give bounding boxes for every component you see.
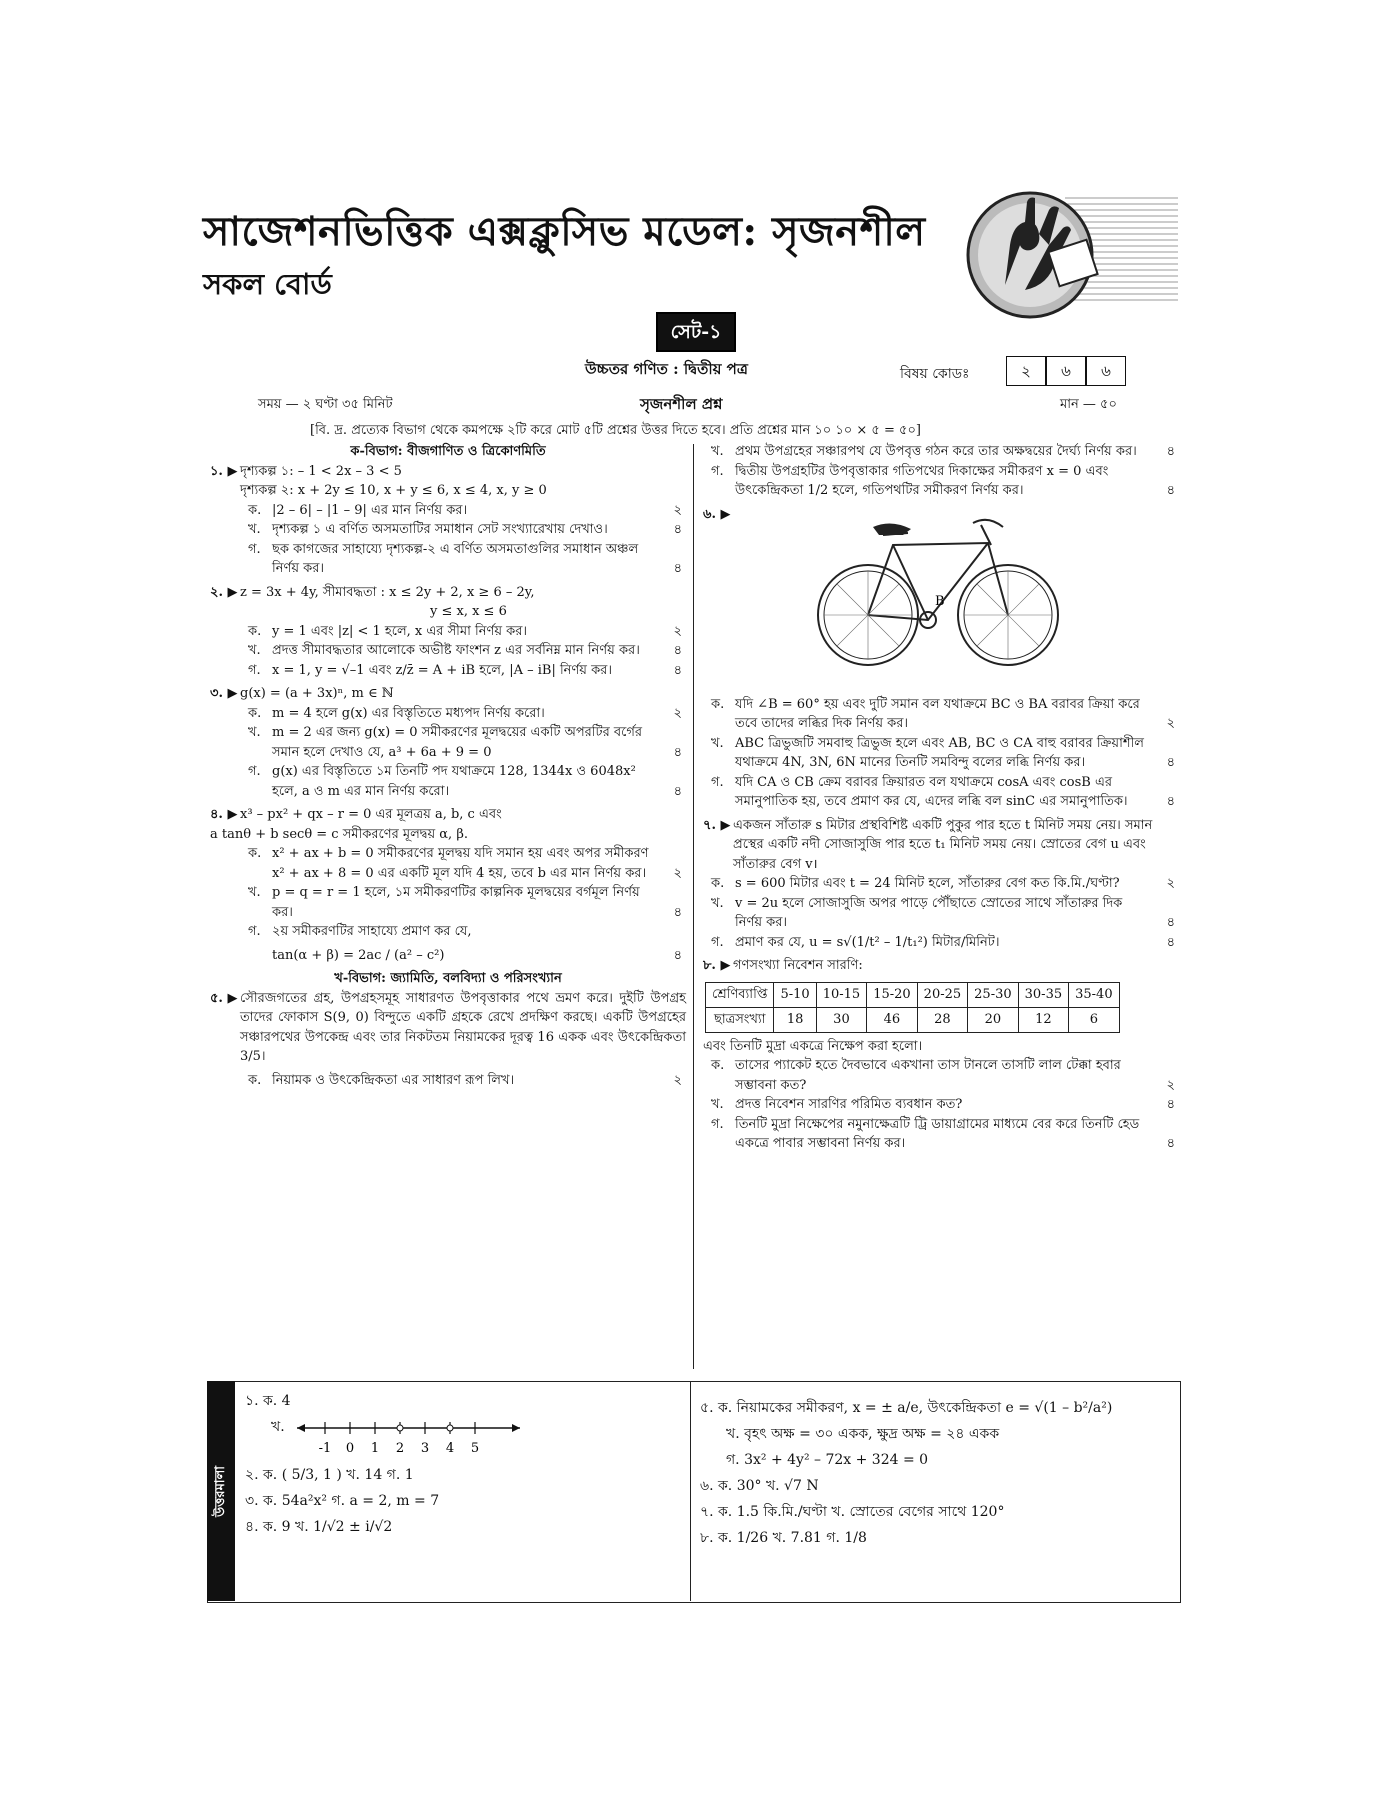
table-cell: 30-35 [1018,982,1068,1007]
sub-question: খ. v = 2u হলে সোজাসুজি অপর পাড়ে পৌঁছাতে স্রোতের সাথে সাঁতারুর দিক নির্ণয় কর। ৪ [711,895,1175,930]
table-cell: 20-25 [917,982,967,1007]
subject-code-digit: ৬ [1046,356,1086,386]
subject-code-digit: ২ [1006,356,1046,386]
bicycle-figure [813,505,1063,675]
subject-title: উচ্চতর গণিত : দ্বিতীয় পত্র [585,360,748,378]
sub-question: ক. m = 4 হলে g(x) এর বিস্তৃতিতে মধ্যপদ নির্ণয় করো। ২ [248,705,682,721]
table-cell: 25-30 [968,982,1018,1007]
answer-2: ২. ক. ( 5/3, 1 ) খ. 14 গ. 1 [245,1467,414,1483]
tick-label: -1 [318,1441,332,1456]
sub-question: গ. যদি CA ও CB ক্রেম বরাবর ক্রিয়ারত বল যথাক্রমে cosA এবং cosB এর সমানুপাতিক হয়, তবে প্রমাণ কর যে, এদের লব্ধি বল sinC এর সমানুপাতিক। ৪ [711,774,1175,809]
question-5: ৫. ▶ সৌরজগতের গ্রহ, উপগ্রহসমূহ সাধারণত উপবৃত্তাকার পথে ভ্রমণ করে। দুইটি উপগ্রহ তাদের ফোকাস S(9, 0) বিন্দুতে একটি গ্রহকে রেখে প্রদক্ষিণ করছে। একটি উপগ্রহের সঞ্চারপথের উপকেন্দ্র এবং তার নিকটতম নিয়ামকের দূরত্ব 16 একক এবং উৎকেন্দ্রিকতা 3/5। [210,990,686,1064]
ok-hand-logo-icon [965,190,1178,320]
answer-4: ৪. ক. 9 খ. 1/√2 ± i/√2 [245,1519,393,1535]
sub-question: গ. ২য় সমীকরণটির সাহায্যে প্রমাণ কর যে, [248,924,472,939]
question-1: ১. ▶ দৃশ্যকল্প ১: – 1 < 2x – 3 < 5 দৃশ্যকল্প ২: x + 2y ≤ 10, x + y ≤ 6, x ≤ 4, x, y ≥ 0 [210,462,686,501]
sub-question: গ. x = 1, y = √–1 এবং z/z̄ = A + iB হলে, |A – iB| নির্ণয় কর। ৪ [248,662,682,678]
sub-question: গ. তিনটি মুদ্রা নিক্ষেপের নমুনাক্ষেত্রটি ট্রি ডায়াগ্রামের মাধ্যমে বের করে তিনটি হেড একত্রে পাবার সম্ভাবনা নির্ণয় কর। ৪ [711,1116,1175,1151]
sub-question: গ. প্রমাণ কর যে, u = s√(1/t² – 1/t₁²) মিটার/মিনিট। ৪ [711,934,1175,950]
vertex-label: B [935,593,945,609]
right-column [703,442,1179,1154]
question-6: ৬. ▶ B [703,505,1179,695]
sub-question: খ. প্রদত্ত সীমাবদ্ধতার আলোকে অভীষ্ট ফাংশন z এর সর্বনিম্ন মান নির্ণয় কর। ৪ [248,643,682,658]
tick-label: 2 [395,1441,405,1456]
question-4-stem: a tanθ + b secθ = c সমীকরণের মূলদ্বয় α, β. [210,826,468,842]
sub-question: গ. g(x) এর বিস্তৃতিতে ১ম তিনটি পদ যথাক্রমে 128, 1344x ও 6048x² হলে, a ও m এর মান নির্ণয় করো। ৪ [248,764,682,799]
sub-question: ক. x² + ax + b = 0 সমীকরণের মূলদ্বয় যদি সমান হয় এবং অপর সমীকরণ x² + ax + 8 = 0 এর একটি মূল যদি 4 হয়, তবে b এর মান নির্ণয় কর। ২ [248,846,682,881]
sub-question: খ. প্রদত্ত নিবেশন সারণির পরিমিত ব্যবধান কত? ৪ [711,1097,1175,1112]
sub-question-formula: tan(α + β) = 2ac / (a² – c²) ৪ [272,947,682,963]
question-4: ৪. ▶ x³ – px² + qx – r = 0 এর মূলত্রয় a, b, c এবং [210,807,502,822]
number-line-figure [295,1416,525,1458]
table-cell: 35-40 [1069,982,1119,1007]
sub-question: ক. s = 600 মিটার এবং t = 24 মিনিট হলে, সাঁতারুর বেগ কত কি.মি./ঘণ্টা? ২ [711,876,1175,891]
table-cell: 30 [816,1007,866,1032]
tick-label: 5 [470,1441,480,1456]
set-badge: সেট-১ [656,312,736,352]
table-cell: 20 [968,1007,1018,1032]
answer-1b: খ. -1 0 1 2 3 4 5 [245,1414,675,1458]
answer-1: ১. ক. 4 [245,1393,291,1409]
page-subtitle: সকল বোর্ড [203,267,332,301]
sub-question: খ. ABC ত্রিভুজটি সমবাহু ত্রিভুজ হলে এবং AB, BC ও CA বাহু বরাবর ক্রিয়াশীল যথাক্রমে 4N, 3N, 6N মানের তিনটি সমবিন্দু বলের লব্ধি নির্ণয় কর। ৪ [711,735,1175,770]
sub-question: ক. y = 1 এবং |z| < 1 হলে, x এর সীমা নির্ণয় কর। ২ [248,623,682,639]
sub-question: খ. p = q = r = 1 হলে, ১ম সমীকরণটির কাল্পনিক মূলদ্বয়ের বর্গমূল নির্ণয় কর। ৪ [248,885,682,920]
table-cell: 28 [917,1007,967,1032]
table-header: শ্রেণিব্যাপ্তি [706,982,774,1007]
section-heading: খ-বিভাগ: জ্যামিতি, বলবিদ্যা ও পরিসংখ্যান [334,971,562,986]
section-heading: ক-বিভাগ: বীজগাণিত ও ত্রিকোণমিতি [350,444,546,459]
question-8-stem: এবং তিনটি মুদ্রা একত্রে নিক্ষেপ করা হলো। [703,1038,923,1054]
table-cell: 5-10 [774,982,816,1007]
subject-code-label: বিষয় কোডঃ [900,366,970,382]
scenario-1: দৃশ্যকল্প ১: – 1 < 2x – 3 < 5 [240,463,402,479]
answer-7: ৭. ক. 1.5 কি.মি./ঘণ্টা খ. স্রোতের বেগের সাথে 120° [700,1504,1005,1520]
scenario-2: দৃশ্যকল্প ২: x + 2y ≤ 10, x + y ≤ 6, x ≤ 4, x, y ≥ 0 [240,483,547,498]
table-cell: 12 [1018,1007,1068,1032]
table-cell: 6 [1069,1007,1119,1032]
sub-question: ক. নিয়ামক ও উৎকেন্দ্রিকতা এর সাধারণ রূপ লিখ। ২ [248,1072,682,1088]
sub-question: ক. |2 – 6| – |1 – 9| এর মান নির্ণয় কর। ২ [248,502,682,518]
sub-question: ক. তাসের প্যাকেট হতে দৈবভাবে একখানা তাস টানলে তাসটি লাল টেক্কা হবার সম্ভাবনা কত? ২ [711,1058,1175,1093]
answer-6: ৬. ক. 30° খ. √7 N [700,1478,819,1494]
answer-5: ৫. ক. নিয়ামকের সমীকরণ, x = ± a/e, উৎকেন্দ্রিকতা e = √(1 – b²/a²) [700,1400,1113,1416]
instruction-note: [বি. দ্র. প্রত্যেক বিভাগ থেকে কমপক্ষে ২টি করে মোট ৫টি প্রশ্নের উত্তর দিতে হবে। প্রতি প্রশ্নের মান ১০ ১০ × ৫ = ৫০] [310,423,921,438]
table-header: ছাত্রসংখ্যা [706,1007,774,1032]
answer-3: ৩. ক. 54a²x² গ. a = 2, m = 7 [245,1493,440,1509]
sub-question: খ. দৃশ্যকল্প ১ এ বর্ণিত অসমতাটির সমাধান সেট সংখ্যারেখায় দেখাও। ৪ [248,522,682,537]
question-3: ৩. ▶ g(x) = (a + 3x)ⁿ, m ∈ ℕ [210,686,394,701]
question-type: সৃজনশীল প্রশ্ন [640,395,723,413]
full-marks: মান — ৫০ [1060,397,1117,412]
sub-question: ক. যদি ∠B = 60° হয় এবং দুটি সমান বল যথাক্রমে BC ও BA বরাবর ক্রিয়া করে তবে তাদের লব্ধির দিক নির্ণয় কর। ২ [711,696,1175,731]
tick-label: 4 [445,1441,455,1456]
table-cell: 18 [774,1007,816,1032]
answer-5b: খ. বৃহৎ অক্ষ = ৩০ একক, ক্ষুদ্র অক্ষ = ২৪ একক [726,1426,1000,1442]
table-cell: 15-20 [867,982,917,1007]
table-cell: 10-15 [816,982,866,1007]
question-8: ৮. ▶ গণসংখ্যা নিবেশন সারণি: [703,958,863,973]
subject-code-digit: ৬ [1086,356,1126,386]
answer-5c: গ. 3x² + 4y² – 72x + 324 = 0 [726,1452,929,1468]
question-7: ৭. ▶ একজন সাঁতারু s মিটার প্রস্থবিশিষ্ট একটি পুকুর পার হতে t মিনিট সময় নেয়। সমান প্রস্থের একটি নদী সোজাসুজি পার হতে t₁ মিনিট সময় নেয়। স্রোতের বেগ u এবং সাঁতারুর বেগ v। [703,817,1153,872]
sub-question: গ. ছক কাগজের সাহায্যে দৃশ্যকল্প-২ এ বর্ণিত অসমতাগুলির সমাধান অঞ্চল নির্ণয় কর। ৪ [248,541,682,576]
answer-divider [690,1381,691,1601]
tick-label: 1 [370,1441,380,1456]
question-2: ২. ▶ z = 3x + 4y, সীমাবদ্ধতা : x ≤ 2y + 2, x ≥ 6 – 2y, y ≤ x, x ≤ 6 [210,584,535,619]
frequency-table [705,982,1120,1033]
page-title: সাজেশনভিত্তিক এক্সক্লুসিভ মডেল: সৃজনশীল [203,208,926,255]
answer-key-tab: উত্তরমালা [207,1381,235,1601]
sub-question: গ. দ্বিতীয় উপগ্রহটির উপবৃত্তাকার গতিপথের দিকাক্ষের সমীকরণ x = 0 এবং উৎকেন্দ্রিকতা 1/2 হলে, গতিপথটির সমীকরণ নির্ণয় কর। ৪ [711,463,1175,498]
exam-time: সময় — ২ ঘণ্টা ৩৫ মিনিট [258,397,393,412]
sub-question: খ. m = 2 এর জন্য g(x) = 0 সমীকরণের মূলদ্বয়ের একটি অপরটির বর্গের সমান হলে দেখাও যে, a³ + 6a + 9 = 0 ৪ [248,725,682,760]
answer-8: ৮. ক. 1/26 খ. 7.81 গ. 1/8 [700,1530,867,1546]
left-column [210,442,686,1090]
tick-label: 0 [345,1441,355,1456]
answer-right [700,1395,1170,1551]
column-divider [693,444,694,1369]
table-cell: 46 [867,1007,917,1032]
answer-left [245,1388,675,1540]
tick-label: 3 [420,1441,430,1456]
sub-question: খ. প্রথম উপগ্রহের সঞ্চারপথ যে উপবৃত্ত গঠন করে তার অক্ষদ্বয়ের দৈর্ঘ্য নির্ণয় কর। ৪ [711,444,1175,459]
